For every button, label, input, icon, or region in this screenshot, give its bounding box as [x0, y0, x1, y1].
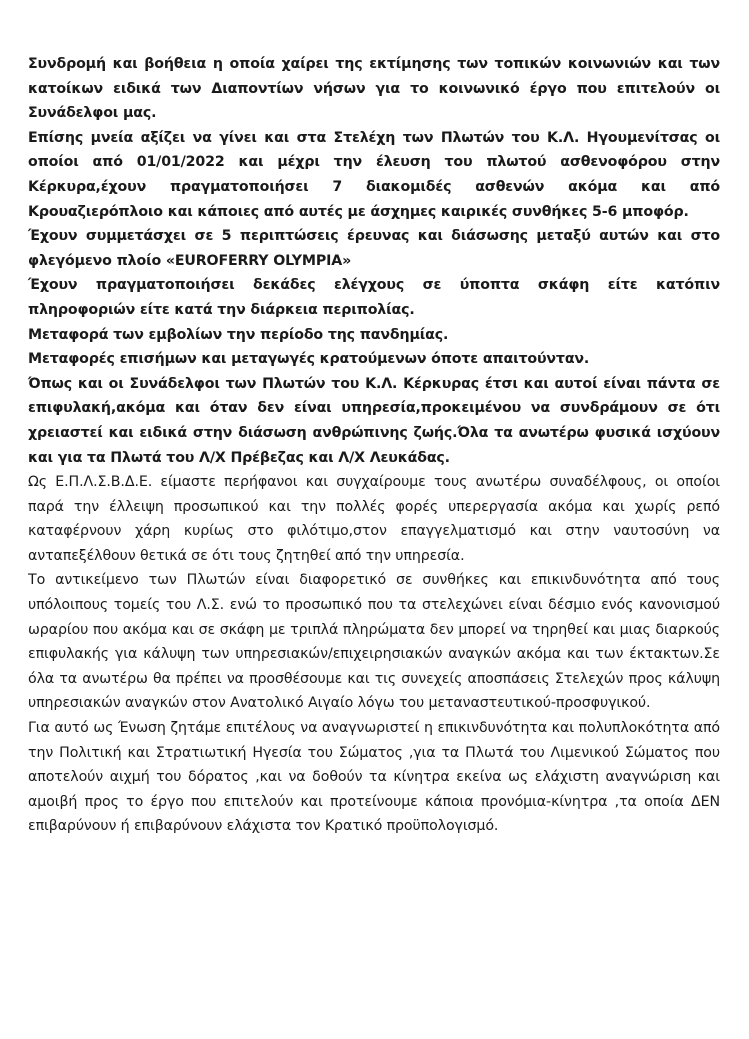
paragraph-official-transfers: Μεταφορές επισήμων και μεταγωγές κρατούμενων όποτε απαιτούνταν. — [28, 351, 590, 368]
paragraph-floating-units-risk: Το αντικείμενο των Πλωτών είναι διαφορετικό σε συνθήκες και επικινδυνότητα από τους υπόλοιπους τομείς του Λ.Σ. ενώ το προσωπικό που τα στελεχώνει είναι δέσμιο ενός κανονισμού ωραρίου που ακόμα και σε σκάφη με τριπλά πληρώματα δεν μπορεί να τηρηθεί και μιας διαρκούς επιφυλακής για κάλυψη των υπηρεσιακών/επιχειρησιακών αναγκών ακόμα και των έκτακτων.Σε όλα τα ανωτέρω θα πρέπει να προσθέσουμε και τις συνεχείς αποσπάσεις Στελεχών προς κάλυψη υπηρεσιακών αναγκών στον Ανατολικό Αιγαίο λόγω του μεταναστευτικού-προσφυγικού. — [28, 572, 720, 712]
paragraph-vaccine-transport: Μεταφορά των εμβολίων την περίοδο της πανδημίας. — [28, 326, 449, 343]
paragraph-corfu-colleagues: Όπως και οι Συνάδελφοι των Πλωτών του Κ.Λ. Κέρκυρας έτσι και αυτοί είναι πάντα σε επιφυλακή,ακόμα και όταν δεν είναι υπηρεσία,προκειμένου να συνδράμουν σε ότι χρειαστεί και ειδικά στην διάσωση ανθρώπινης ζωής.Όλα τα ανωτέρω φυσικά ισχύουν και για τα Πλωτά του Λ/Χ Πρέβεζας και Λ/Χ Λευκάδας. — [28, 375, 720, 466]
paragraph-support-appreciation: Συνδρομή και βοήθεια η οποία χαίρει της εκτίμησης των τοπικών κοινωνιών και των κατοίκων ειδικά των Διαποντίων νήσων για το κοινωνικό έργο που επιτελούν οι Συνάδελφοι μας. — [28, 56, 720, 122]
paragraph-union-pride: Ως Ε.Π.Λ.Σ.Β.Δ.Ε. είμαστε περήφανοι και συγχαίρουμε τους ανωτέρω συναδέλφους, οι οποίοι παρά την έλλειψη προσωπικού και την πολλές φορές υπερεργασία ακόμα και χωρίς ρεπό καταφέρνουν χάρη κυρίως στο φιλότιμο,στον επαγγελματισμό και στην ναυτοσύνη να ανταπεξέλθουν θετικά σε ότι τους ζητηθεί από την υπηρεσία. — [28, 474, 720, 564]
document-page — [28, 52, 720, 839]
paragraph-igoumenitsa-mention: Επίσης μνεία αξίζει να γίνει και στα Στελέχη των Πλωτών του Κ.Λ. Ηγουμενίτσας οι οποίοι από 01/01/2022 και μέχρι την έλευση του πλωτού ασθενοφόρου στην Κέρκυρα,έχουν πραγματοποιήσει 7 διακομιδές ασθενών ακόμα και από Κρουαζιερόπλοιο και κάποιες από αυτές με άσχημες καιρικές συνθήκες 5-6 μποφόρ. — [28, 129, 720, 220]
paragraph-union-demands: Για αυτό ως Ένωση ζητάμε επιτέλους να αναγνωριστεί η επικινδυνότητα και πολυπλοκότητα από την Πολιτική και Στρατιωτική Ηγεσία του Σώματος ,για τα Πλωτά του Λιμενικού Σώματος που αποτελούν αιχμή του δόρατος ,και να δοθούν τα κίνητρα εκείνα ως ελάχιστη αναγνώριση και αμοιβή προς το έργο που επιτελούν και προτείνουμε κάποια προνόμια-κίνητρα ,τα οποία ΔΕΝ επιβαρύνουν ή επιβαρύνουν ελάχιστα τον Κρατικό προϋπολογισμό. — [28, 720, 720, 835]
paragraph-search-rescue: Έχουν συμμετάσχει σε 5 περιπτώσεις έρευνας και διάσωσης μεταξύ αυτών και στο φλεγόμενο πλοίο «EUROFERRY OLYMPIA» — [28, 228, 720, 269]
paragraph-inspections: Έχουν πραγματοποιήσει δεκάδες ελέγχους σε ύποπτα σκάφη είτε κατόπιν πληροφοριών είτε κατά την διάρκεια περιπολίας. — [28, 277, 720, 318]
